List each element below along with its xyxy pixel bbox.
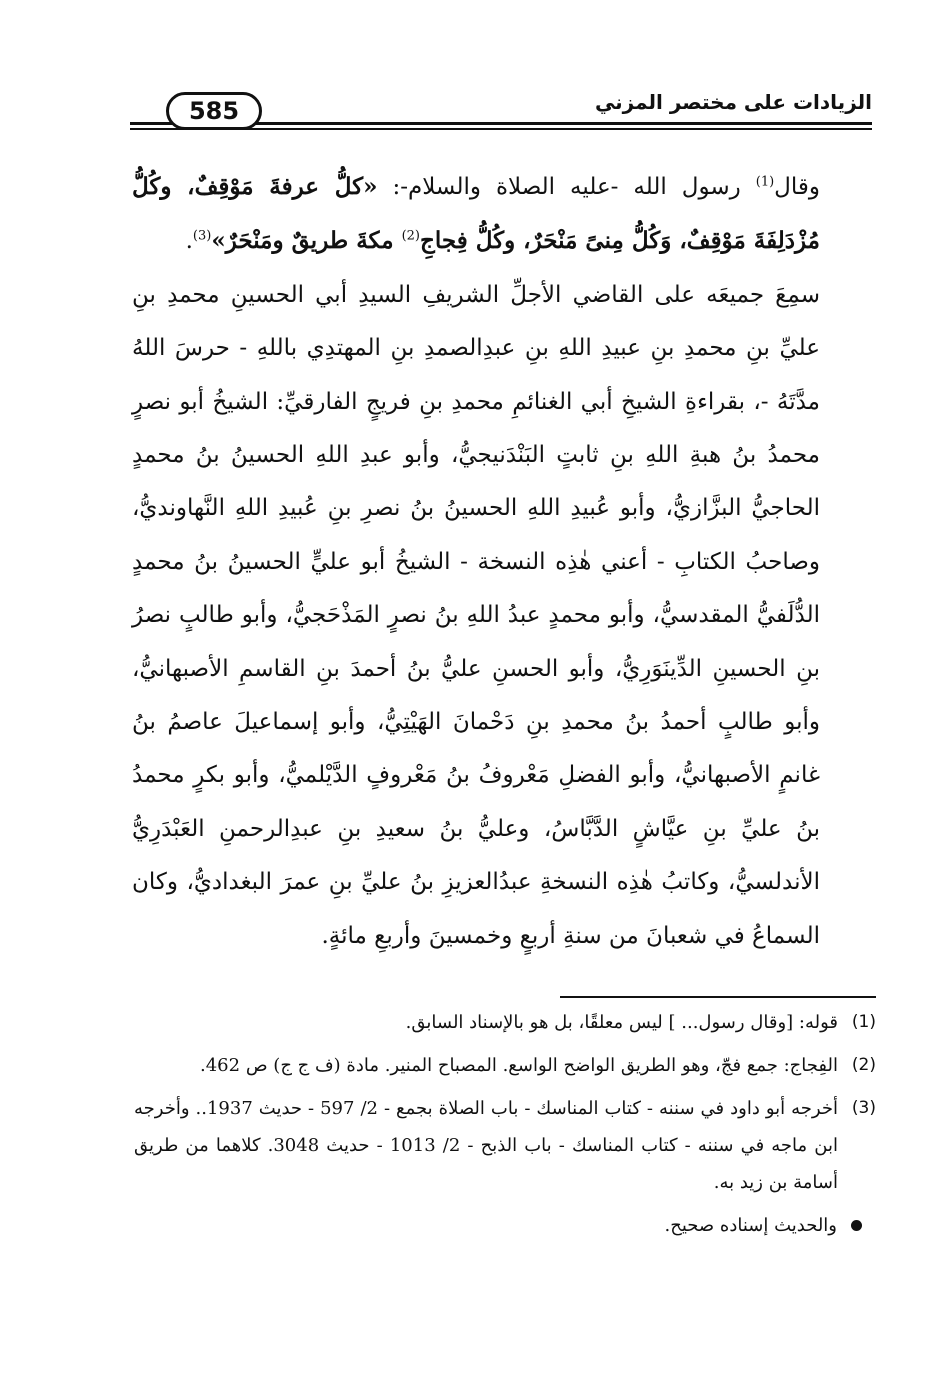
footnote-note-text: والحديث إسناده صحيح. <box>664 1215 837 1236</box>
footnote-ref-3: (3) <box>192 228 212 244</box>
footnote-note <box>134 1207 876 1244</box>
paragraph-hadith <box>132 160 820 269</box>
main-text <box>132 160 820 963</box>
footnote-text: أخرجه أبو داود في سننه - كتاب المناسك - باب الصلاة بجمع - 2/ 597 - حديث 1937.. وأخرجه ابن ماجه في سننه - كتاب المناسك - باب الذبح - 2/ 1013 - حديث 3048. كلاهما من طريق أسامة بن زيد به. <box>134 1098 838 1193</box>
page-header <box>130 86 872 132</box>
footnote-number: (1) <box>851 1012 876 1032</box>
hadith-text: «كلُّ عرفةَ مَوْقِفٌ، وكُلُّ مُزْدَلِفَةَ مَوْقِفٌ، وَكُلُّ مِنىً مَنْحَرٌ، وكُلُّ فِجاجِ <box>132 173 820 255</box>
text-intro: وقال <box>774 174 820 200</box>
footnote-separator <box>560 996 876 998</box>
footnote-ref-2: (2) <box>401 228 420 244</box>
text-mid: رسول الله -عليه الصلاة والسلام-: <box>377 174 756 200</box>
footnote-text: قوله: [وقال رسول... ] ليس معلقًا، بل هو بالإسناد السابق. <box>405 1012 838 1033</box>
footnote-item <box>134 1047 876 1084</box>
hadith-text-end: مكةَ طريقٌ ومَنْحَرٌ» <box>211 227 402 255</box>
footnote-text: الفِجاج: جمع فجّ، وهو الطريق الواضح الواسع. المصباح المنير. مادة (ف ج ج) ص 462. <box>200 1055 838 1076</box>
footnote-number: (2) <box>851 1055 876 1075</box>
running-title: الزيادات على مختصر المزني <box>585 90 872 114</box>
text-end: . <box>185 228 193 255</box>
footnote-number: (3) <box>851 1098 876 1118</box>
bullet-icon <box>851 1220 862 1231</box>
paragraph-sama: سمِعَ جميعَه على القاضي الأجلِّ الشريفِ السيدِ أبي الحسينِ محمدِ بنِ عليِّ بنِ محمدِ بنِ عبيدِ اللهِ بنِ عبدِالصمدِ بنِ المهتدِي باللهِ - حرسَ اللهُ مدَّتَهُ -، بقراءةِ الشيخِ أبي الغنائمِ محمدِ بنِ فريجٍ الفارقيِّ: الشيخُ أبو نصرٍ محمدُ بنُ هبةِ اللهِ بنِ ثابتٍ البَنْدَنيجيُّ، وأبو عبدِ اللهِ الحسينُ بنُ محمدٍ الحاجيُّ البزَّازيُّ، وأبو عُبيدِ اللهِ الحسينُ بنُ نصرِ بنِ عُبيدِ اللهِ النَّهاونديُّ، وصاحبُ الكتابِ - أعني هٰذِه النسخة - الشيخُ أبو عليٍّ الحسينُ بنُ محمدٍ الدُّلَفيُّ المقدسيُّ، وأبو محمدٍ عبدُ اللهِ بنُ نصرٍ المَذْحَجيُّ، وأبو طالبٍ نصرُ بنِ الحسينِ الدِّينَوَرِيُّ، وأبو الحسنِ عليُّ بنُ أحمدَ بنِ القاسمِ الأصبهانيُّ، وأبو طالبٍ أحمدُ بنُ محمدِ بنِ دَحْمانَ الهَيْتِيُّ، وأبو إسماعيلَ عاصمُ بنُ غانمٍ الأصبهانيُّ، وأبو الفضلِ مَعْروفُ بنُ مَعْروفٍ الدَّيْلميُّ، وأبو بكرٍ محمدُ بنُ عليِّ بنِ عيَّاشٍ الدَّبَّاسُ، وعليُّ بنُ سعيدِ بنِ عبدِالرحمنِ العَبْدَرِيُّ الأندلسيُّ، وكاتبُ هٰذِه النسخةِ عبدُالعزيزِ بنُ عليِّ بنِ عمرَ البغداديُّ، وكان السماعُ في شعبانَ من سنةِ أربعٍ وخمسينَ وأربعِ مائةٍ. <box>132 281 820 949</box>
footnote-item <box>134 1004 876 1041</box>
footnote-ref-1: (1) <box>755 174 775 190</box>
footnote-item <box>134 1090 876 1201</box>
footnotes <box>134 1004 876 1244</box>
page-number: 585 <box>166 92 262 130</box>
